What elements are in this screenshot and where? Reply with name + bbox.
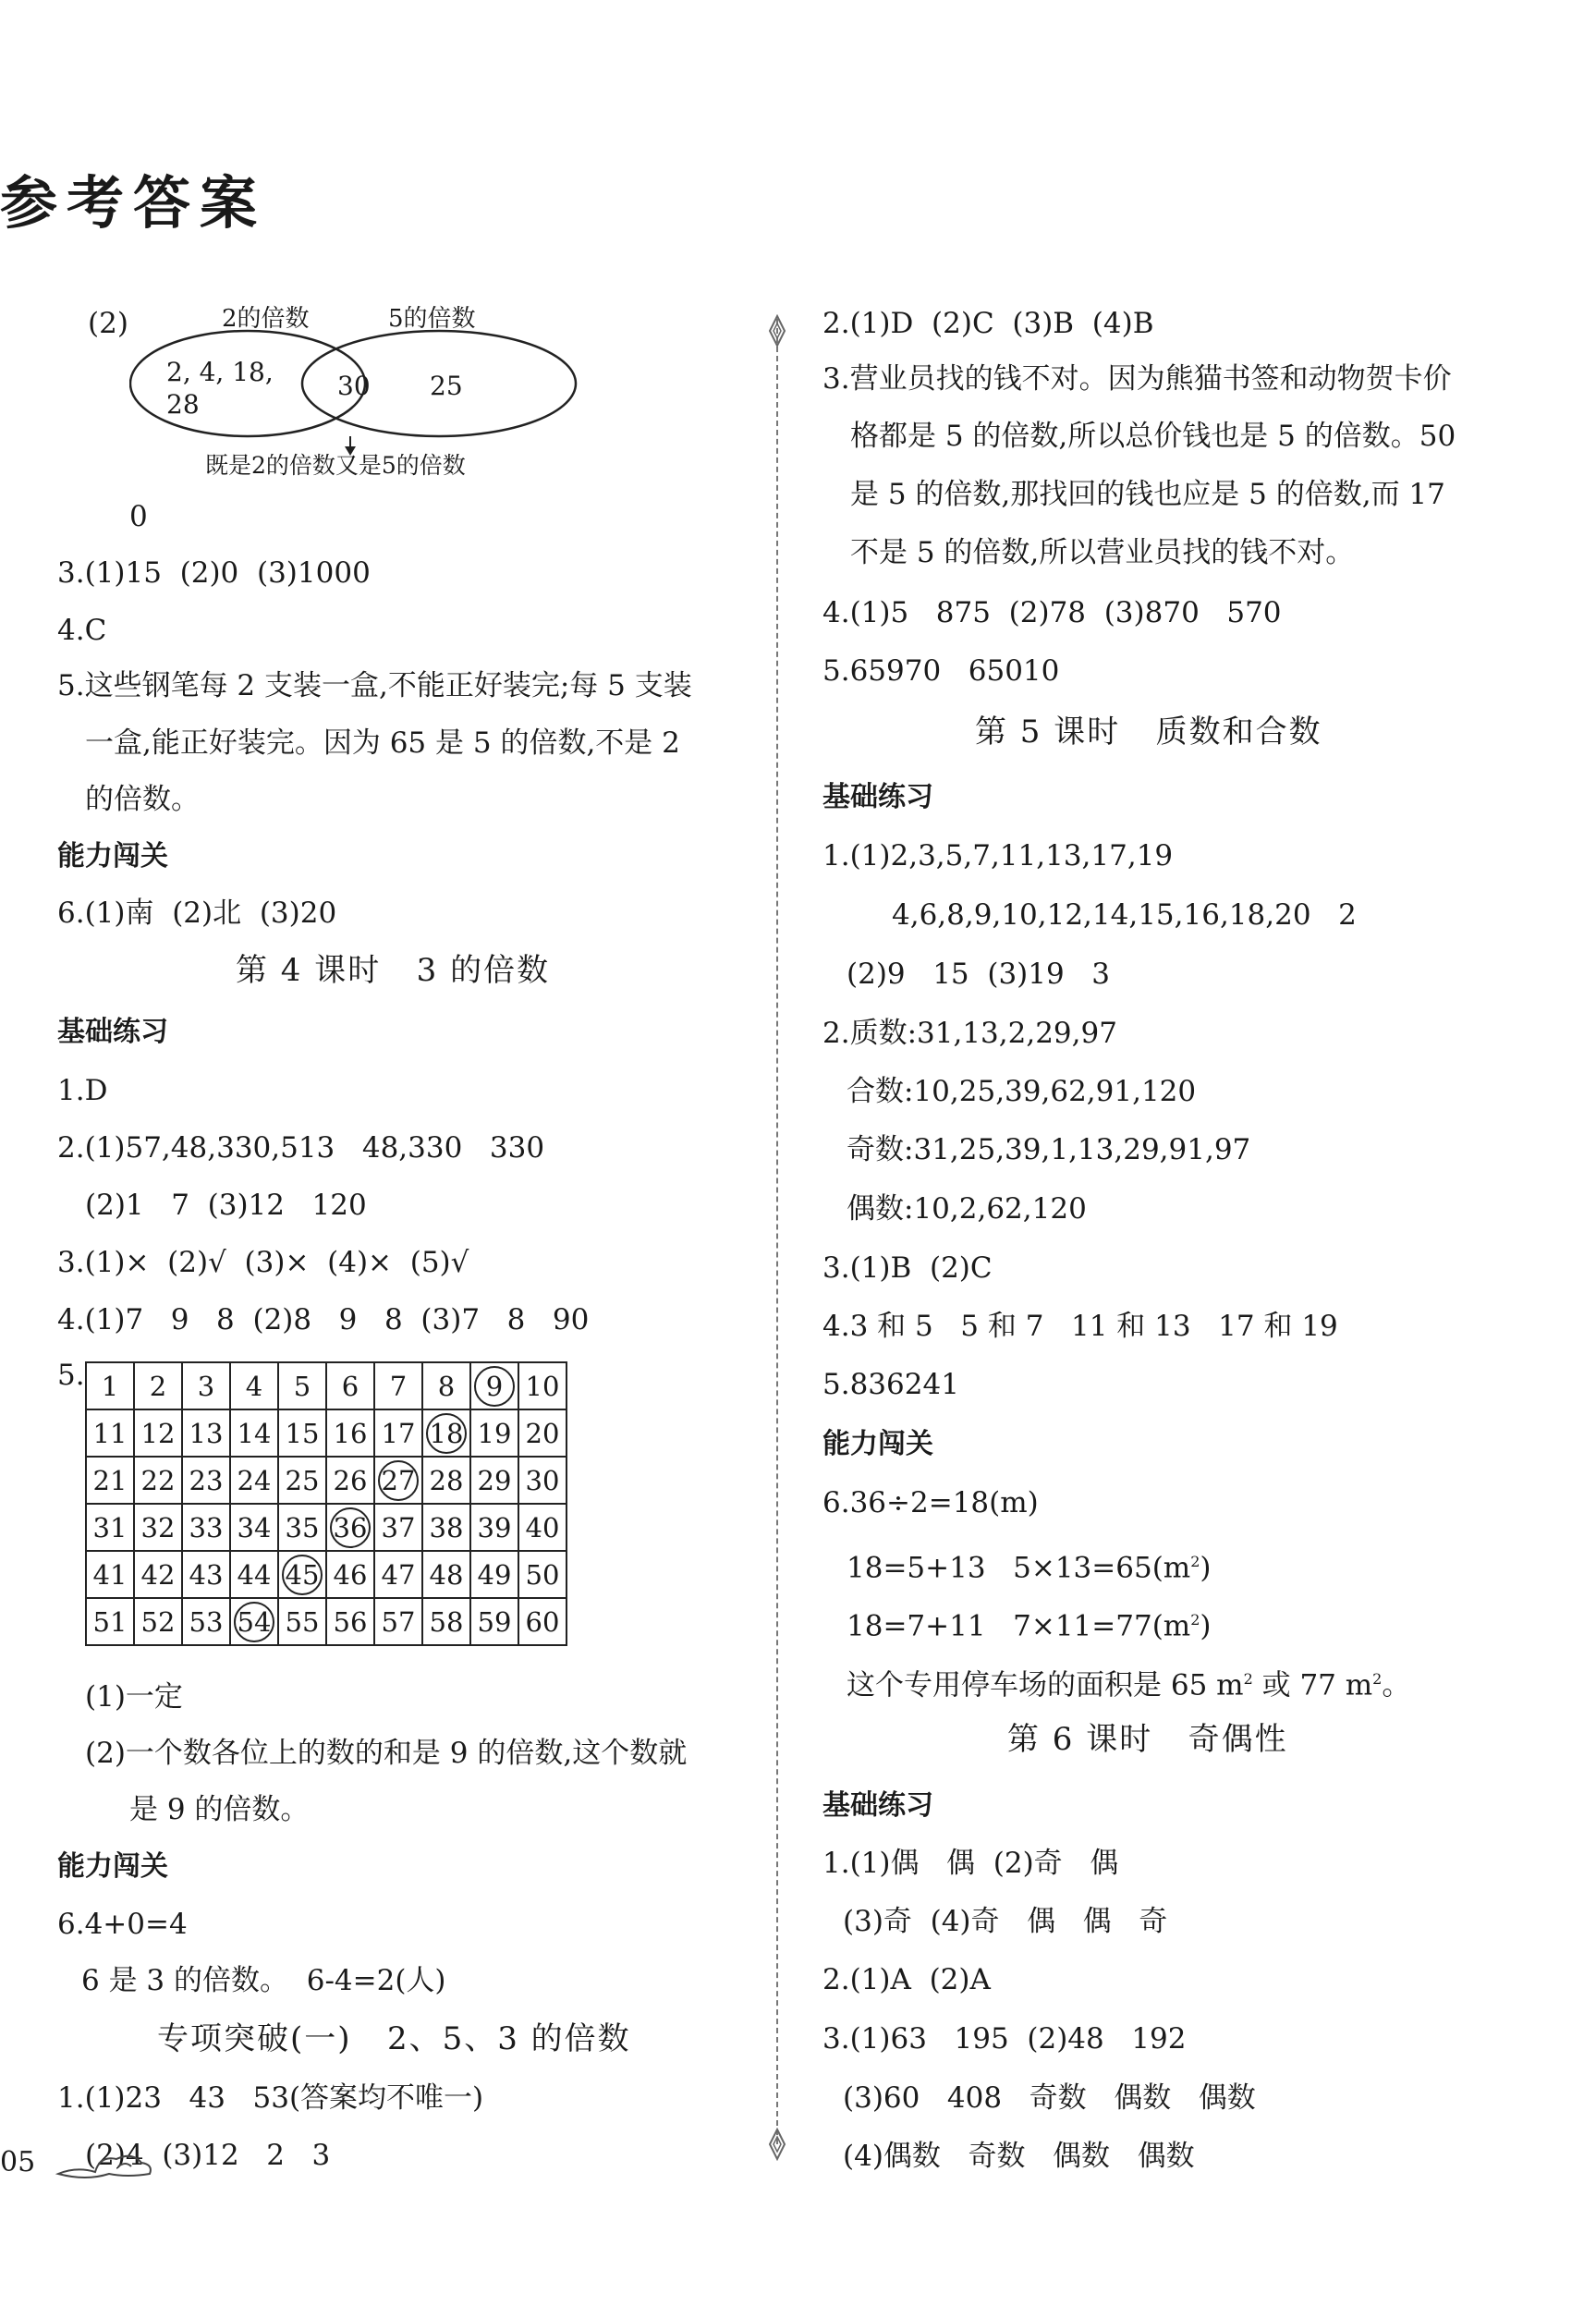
grid-cell: 60 (518, 1598, 567, 1645)
section-heading: 能力闯关 (57, 840, 168, 872)
grid-cell: 47 (374, 1551, 422, 1598)
grid-cell: 14 (230, 1409, 278, 1457)
text-line: 1.(1)23 43 53(答案均不唯一) (57, 2081, 484, 2115)
grid-cell: 6 (326, 1362, 374, 1409)
grid-cell: 19 (470, 1409, 518, 1457)
circled-number: 54 (234, 1602, 274, 1642)
grid-cell: 46 (326, 1551, 374, 1598)
grid-cell: 30 (518, 1457, 567, 1504)
grid-cell: 44 (230, 1551, 278, 1598)
grid-cell: 38 (422, 1504, 470, 1551)
text-line: 格都是 5 的倍数,所以总价钱也是 5 的倍数。50 (850, 420, 1456, 453)
text-line: 3.(1)15 (2)0 (3)1000 (57, 556, 371, 590)
grid-cell: 32 (134, 1504, 182, 1551)
grid-cell: 7 (374, 1362, 422, 1409)
grid-cell: 8 (422, 1362, 470, 1409)
venn-only-b: 25 (430, 371, 463, 401)
circled-number: 18 (426, 1413, 467, 1454)
grid-cell: 59 (470, 1598, 518, 1645)
text-line: 2.(1)57,48,330,513 48,330 330 (57, 1131, 545, 1165)
circled-number: 45 (282, 1555, 323, 1595)
venn-only-a-1: 2, 4, 18, (166, 357, 274, 387)
text-line: 1.D (57, 1074, 108, 1107)
grid-cell (374, 1457, 422, 1504)
text-line: 4.C (57, 614, 107, 647)
grid-cell: 37 (374, 1504, 422, 1551)
text-line: (2)一个数各位上的数的和是 9 的倍数,这个数就 (85, 1737, 688, 1770)
text-line: 5.65970 65010 (822, 654, 1060, 688)
text-line: 6.4+0=4 (57, 1908, 188, 1941)
grid-cell: 57 (374, 1598, 422, 1645)
text-line: 1.(1)2,3,5,7,11,13,17,19 (822, 839, 1174, 872)
venn-only-a-2: 28 (166, 389, 200, 420)
text-line: 6 是 3 的倍数。 6-4=2(人) (81, 1964, 446, 1997)
grid-cell: 20 (518, 1409, 567, 1457)
venn-label: (2) (88, 307, 128, 340)
grid-cell: 13 (182, 1409, 230, 1457)
section-heading: 基础练习 (822, 1789, 933, 1822)
grid-cell (422, 1409, 470, 1457)
lesson-heading: 第 4 课时 3 的倍数 (236, 952, 551, 989)
text-line: 0 (129, 500, 148, 533)
grid-cell: 51 (86, 1598, 134, 1645)
section-heading: 能力闯关 (822, 1428, 933, 1460)
text-line: 是 5 的倍数,那找回的钱也应是 5 的倍数,而 17 (850, 478, 1445, 511)
grid-cell: 58 (422, 1598, 470, 1645)
grid-cell: 26 (326, 1457, 374, 1504)
text-line: (2)9 15 (3)19 3 (847, 958, 1110, 991)
column-divider (776, 319, 778, 2144)
grid-cell: 11 (86, 1409, 134, 1457)
text-line: 2.质数:31,13,2,29,97 (822, 1017, 1117, 1050)
text-line: 是 9 的倍数。 (129, 1793, 310, 1826)
grid-cell: 1 (86, 1362, 134, 1409)
text-line: (1)一定 (85, 1680, 183, 1714)
grid-row (86, 1551, 567, 1598)
grid-cell: 28 (422, 1457, 470, 1504)
grid-cell: 34 (230, 1504, 278, 1551)
grid-cell: 48 (422, 1551, 470, 1598)
grid-row (86, 1598, 567, 1645)
text-line: (2)4 (3)12 2 3 (85, 2139, 331, 2172)
grid-cell: 25 (278, 1457, 326, 1504)
number-grid (85, 1361, 567, 1646)
grid-cell: 21 (86, 1457, 134, 1504)
grid-cell: 42 (134, 1551, 182, 1598)
text-line: 1.(1)偶 偶 (2)奇 偶 (822, 1847, 1119, 1880)
lesson-heading: 第 6 课时 奇偶性 (1007, 1721, 1288, 1758)
grid-cell: 10 (518, 1362, 567, 1409)
venn-caption: 既是2的倍数又是5的倍数 (205, 452, 466, 479)
divider-ornament-icon (766, 314, 788, 348)
text-line: 4.3 和 5 5 和 7 11 和 13 17 和 19 (822, 1310, 1338, 1343)
section-heading: 基础练习 (822, 781, 933, 813)
grid-cell: 5 (278, 1362, 326, 1409)
text-line: 5.836241 (822, 1368, 959, 1401)
text-line: (3)60 408 奇数 偶数 偶数 (843, 2081, 1256, 2115)
grid-cell: 22 (134, 1457, 182, 1504)
text-line: 4.(1)7 9 8 (2)8 9 8 (3)7 8 90 (57, 1303, 590, 1336)
grid-cell: 2 (134, 1362, 182, 1409)
page-title: 参考答案 (0, 169, 267, 237)
text-line: (4)偶数 奇数 偶数 偶数 (843, 2140, 1195, 2173)
grid-cell: 41 (86, 1551, 134, 1598)
text-line: 5. (57, 1359, 85, 1392)
text-line: 4,6,8,9,10,12,14,15,16,18,20 2 (892, 898, 1357, 932)
conclusion-line: 这个专用停车场的面积是 65 $m^2$ 或 77 $m^2$。 (847, 1668, 1411, 1702)
grid-cell: 31 (86, 1504, 134, 1551)
grid-cell: 50 (518, 1551, 567, 1598)
grid-row (86, 1362, 567, 1409)
section-heading: 能力闯关 (57, 1850, 168, 1883)
grid-cell: 16 (326, 1409, 374, 1457)
grid-cell: 33 (182, 1504, 230, 1551)
grid-cell: 56 (326, 1598, 374, 1645)
equation-line: 18=7+11 $7\times 11=77(m^2)$ (847, 1609, 1212, 1643)
grid-cell: 43 (182, 1551, 230, 1598)
text-line: 3.(1)B (2)C (822, 1251, 993, 1285)
grid-cell: 49 (470, 1551, 518, 1598)
grid-row (86, 1409, 567, 1457)
grid-row (86, 1457, 567, 1504)
page-number: 05 (0, 2146, 36, 2178)
circled-number: 36 (330, 1507, 371, 1548)
lesson-heading: 第 5 课时 质数和合数 (975, 714, 1322, 750)
venn-set-b: 5的倍数 (388, 305, 476, 333)
text-line: 奇数:31,25,39,1,13,29,91,97 (847, 1133, 1251, 1166)
grid-cell: 23 (182, 1457, 230, 1504)
grid-cell (326, 1504, 374, 1551)
grid-cell: 52 (134, 1598, 182, 1645)
equation-line: 18=5+13 $5\times 13=65(m^2)$ (847, 1551, 1212, 1585)
text-line: 3.(1)63 195 (2)48 192 (822, 2022, 1187, 2056)
grid-cell (470, 1362, 518, 1409)
grid-cell (230, 1598, 278, 1645)
grid-cell: 24 (230, 1457, 278, 1504)
divider-ornament-icon (766, 2128, 788, 2161)
grid-cell: 53 (182, 1598, 230, 1645)
grid-cell: 12 (134, 1409, 182, 1457)
text-line: 5.这些钢笔每 2 支装一盒,不能正好装完;每 5 支装 (57, 669, 692, 702)
grid-cell: 29 (470, 1457, 518, 1504)
text-line: 2.(1)D (2)C (3)B (4)B (822, 307, 1154, 340)
circled-number: 27 (378, 1460, 419, 1501)
text-line: (2)1 7 (3)12 120 (85, 1189, 367, 1222)
text-line: 的倍数。 (85, 783, 200, 816)
text-line: 6.36÷2=18(m) (822, 1486, 1039, 1519)
grid-cell: 3 (182, 1362, 230, 1409)
grid-cell: 35 (278, 1504, 326, 1551)
venn-set-a: 2的倍数 (222, 305, 310, 333)
text-line: 偶数:10,2,62,120 (847, 1192, 1087, 1226)
section-heading: 基础练习 (57, 1016, 168, 1048)
grid-cell: 15 (278, 1409, 326, 1457)
grid-cell: 55 (278, 1598, 326, 1645)
grid-cell: 17 (374, 1409, 422, 1457)
grid-cell: 4 (230, 1362, 278, 1409)
text-line: 一盒,能正好装完。因为 65 是 5 的倍数,不是 2 (85, 726, 680, 760)
text-line: 4.(1)5 875 (2)78 (3)870 570 (822, 596, 1282, 629)
grid-cell: 40 (518, 1504, 567, 1551)
text-line: 2.(1)A (2)A (822, 1963, 991, 1996)
grid-row (86, 1504, 567, 1551)
grid-cell: 39 (470, 1504, 518, 1551)
text-line: 3.营业员找的钱不对。因为熊猫书签和动物贺卡价 (822, 362, 1452, 396)
text-line: 不是 5 的倍数,所以营业员找的钱不对。 (850, 536, 1355, 569)
circled-number: 9 (474, 1366, 515, 1407)
cloud-ornament-icon (54, 2146, 155, 2183)
lesson-heading: 专项突破(一) 2、5、3 的倍数 (157, 2020, 631, 2057)
text-line: 6.(1)南 (2)北 (3)20 (57, 897, 337, 930)
text-line: 3.(1)× (2)√ (3)× (4)× (5)√ (57, 1246, 469, 1279)
text-line: 合数:10,25,39,62,91,120 (847, 1075, 1197, 1108)
venn-both: 30 (337, 371, 371, 401)
grid-cell (278, 1551, 326, 1598)
text-line: (3)奇 (4)奇 偶 偶 奇 (843, 1905, 1168, 1938)
